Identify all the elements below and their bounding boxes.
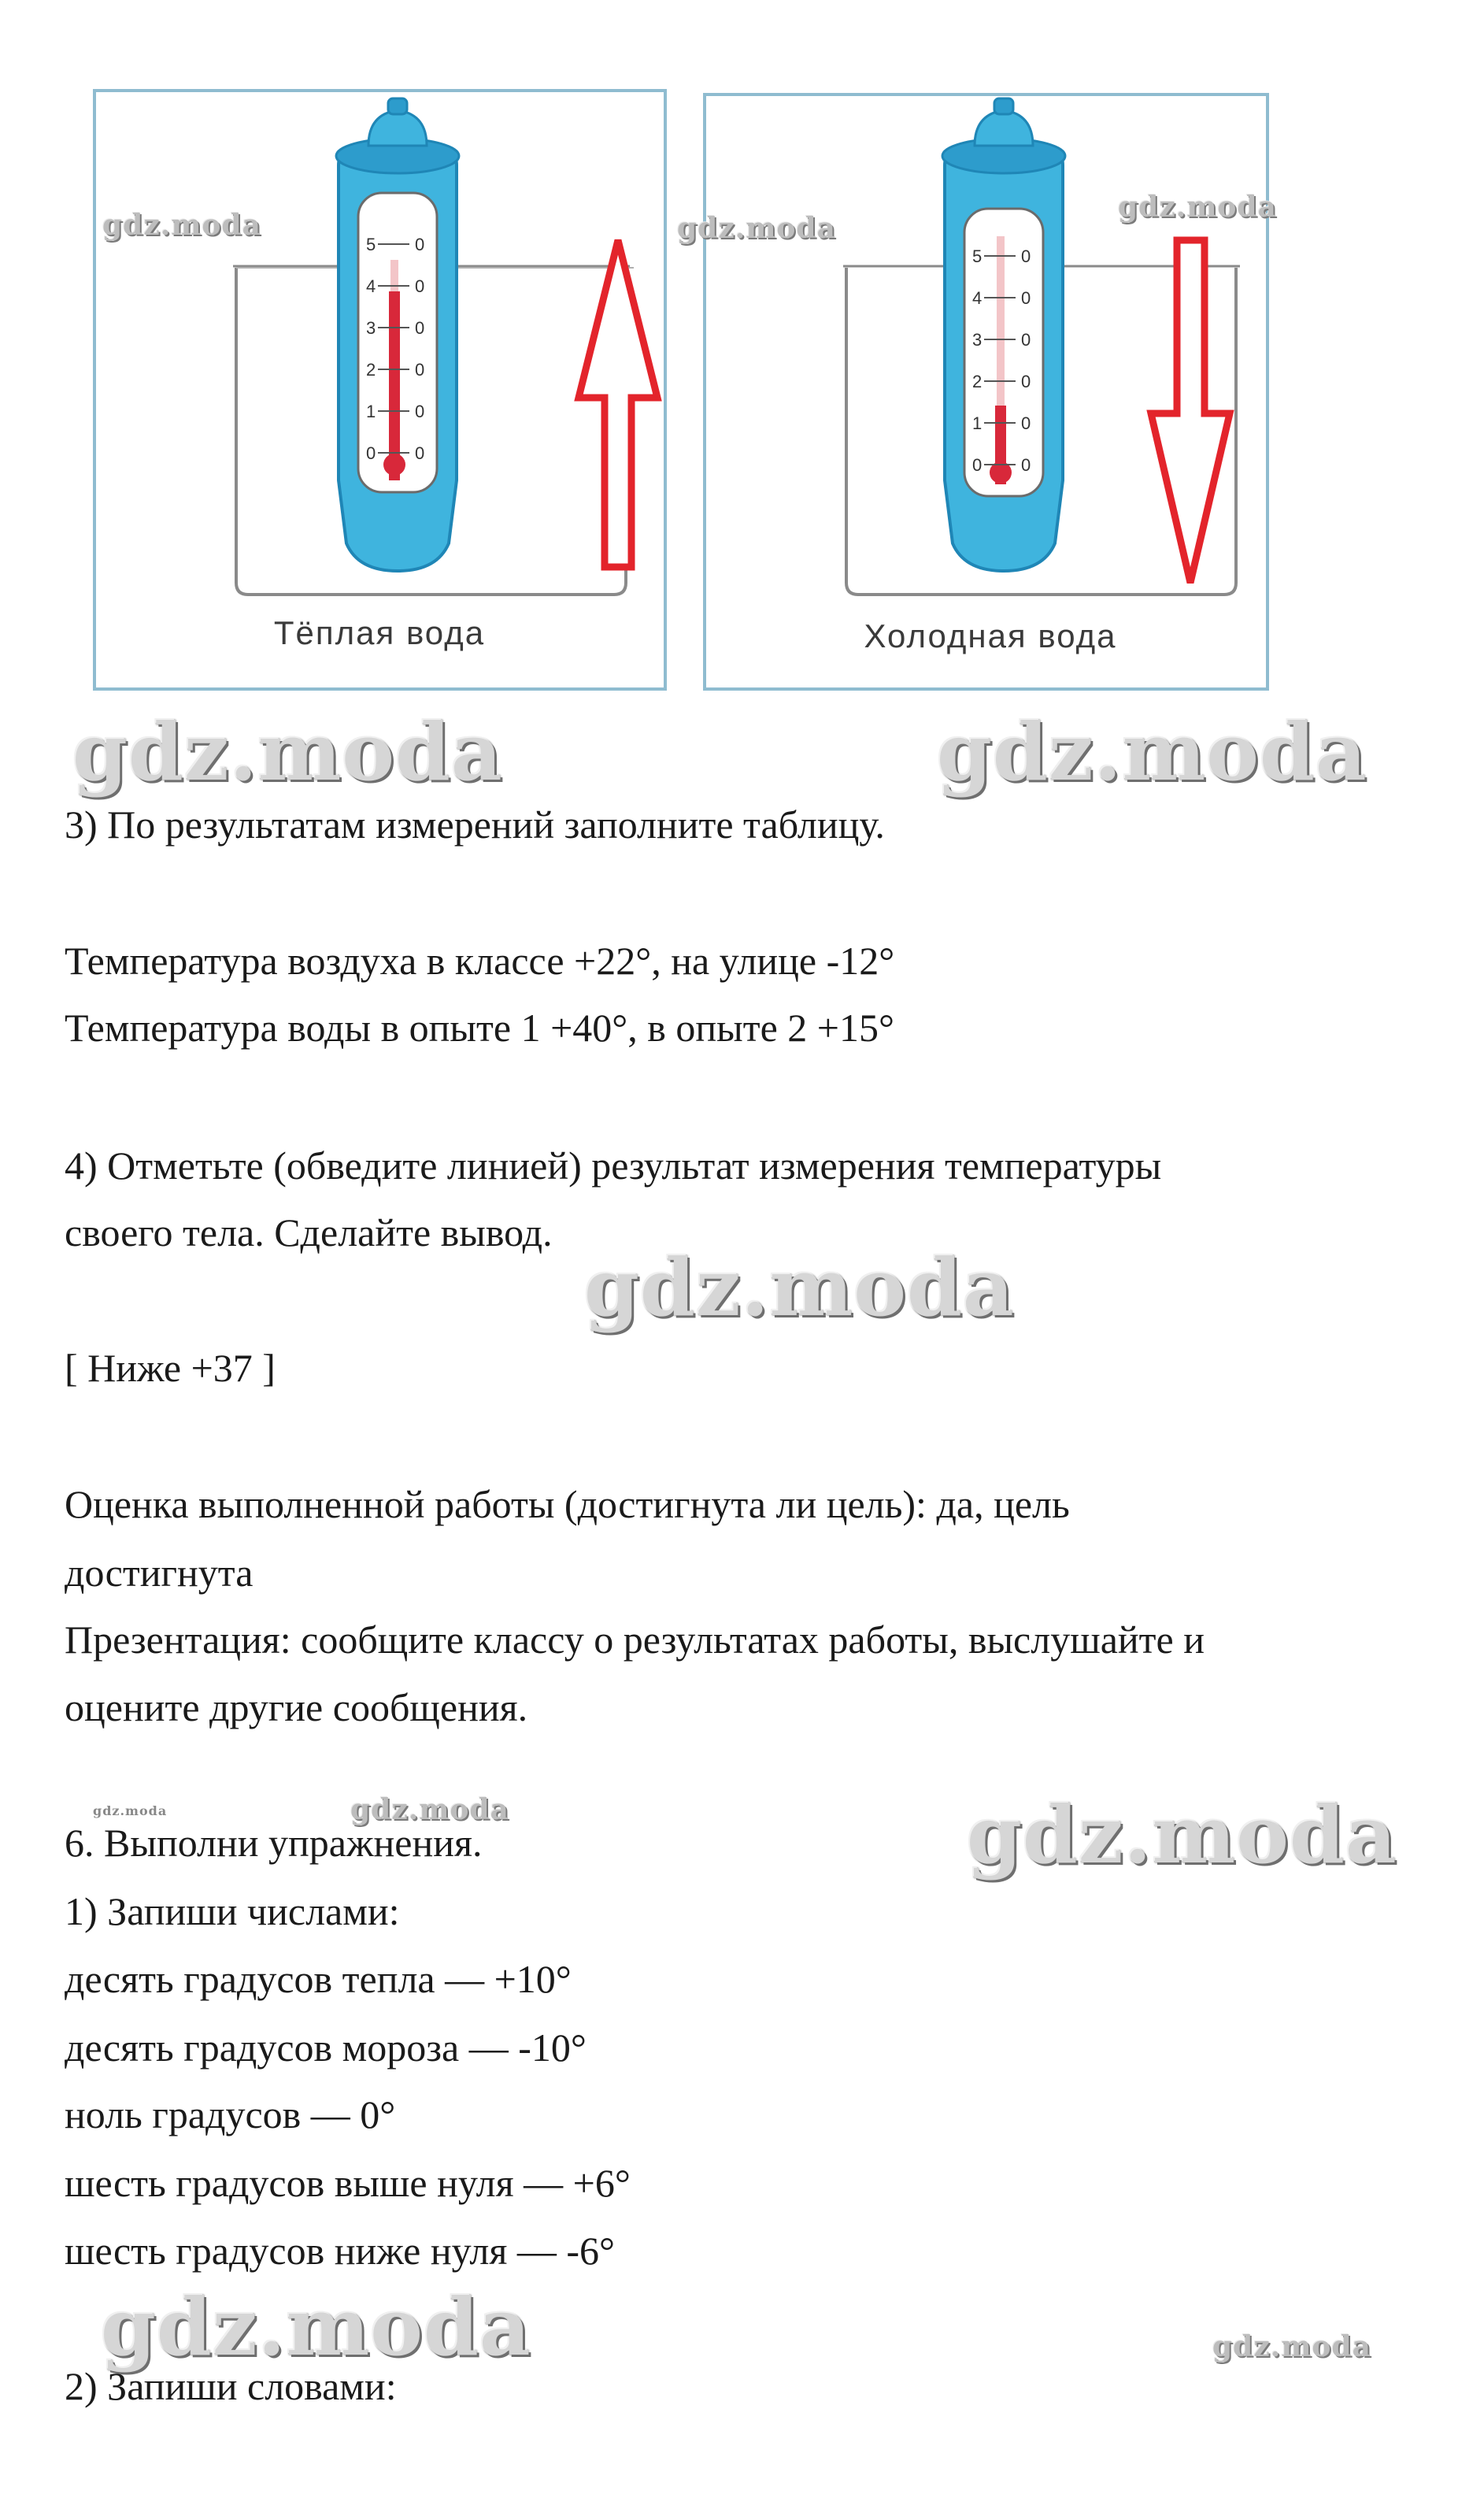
exercise-6-part-2: 2) Запиши словами: bbox=[65, 2364, 397, 2408]
watermark: gdz.moda bbox=[72, 706, 503, 799]
scale-tick: 0 bbox=[415, 443, 425, 463]
task-4-heading-cont: своего тела. Сделайте вывод. bbox=[65, 1210, 553, 1254]
watermark: gdz.moda bbox=[1118, 191, 1277, 224]
task-4-answer: [ Ниже +37 ] bbox=[65, 1346, 276, 1390]
water-temperature-line: Температура воды в опыте 1 +40°, в опыте 2 +15° bbox=[65, 1006, 894, 1050]
scale-tick: 0 bbox=[366, 443, 376, 463]
exercise-6-part-1: 1) Запиши числами: bbox=[65, 1889, 400, 1933]
thermometer-cold bbox=[942, 98, 1065, 571]
answer-line: ноль градусов — 0° bbox=[65, 2092, 396, 2136]
task-3-heading: 3) По результатам измерений заполните таблицу. bbox=[65, 802, 885, 847]
presentation-line-cont: оцените другие сообщения. bbox=[65, 1685, 528, 1729]
scale-tick: 0 bbox=[415, 235, 425, 254]
scale-tick: 0 bbox=[1021, 330, 1031, 350]
presentation-line: Презентация: сообщите классу о результатах работы, выслушайте и bbox=[65, 1618, 1205, 1662]
exercise-6-heading: 6. Выполни упражнения. bbox=[65, 1821, 483, 1865]
scale-tick: 0 bbox=[1021, 246, 1031, 266]
watermark: gdz.moda bbox=[584, 1241, 1015, 1334]
answer-line: десять градусов тепла — +10° bbox=[65, 1957, 572, 2001]
scale-tick: 3 bbox=[972, 330, 983, 350]
scale-tick: 2 bbox=[972, 372, 983, 391]
scale-tick: 4 bbox=[366, 276, 376, 296]
scale-tick: 1 bbox=[366, 402, 376, 421]
answer-line: шесть градусов ниже нуля — -6° bbox=[65, 2229, 615, 2273]
scale-tick: 0 bbox=[1021, 413, 1031, 433]
scale-tick: 0 bbox=[1021, 372, 1031, 391]
watermark: gdz.moda bbox=[350, 1793, 509, 1826]
scale-tick: 0 bbox=[415, 402, 425, 421]
warm-water-panel bbox=[94, 91, 665, 689]
thermometer-figure bbox=[0, 0, 1484, 709]
scale-tick: 0 bbox=[972, 455, 983, 475]
watermark: gdz.moda bbox=[937, 706, 1367, 799]
watermark: gdz.moda bbox=[677, 212, 836, 245]
watermark: gdz.moda bbox=[101, 2281, 531, 2374]
air-temperature-line: Температура воздуха в классе +22°, на улице -12° bbox=[65, 939, 895, 983]
watermark: gdz.moda bbox=[102, 209, 261, 242]
cold-water-caption: Холодная вода bbox=[864, 617, 1117, 654]
answer-line: шесть градусов выше нуля — +6° bbox=[65, 2161, 631, 2205]
watermark: gdz.moda bbox=[967, 1788, 1397, 1881]
scale-tick: 4 bbox=[972, 288, 983, 308]
scale-tick: 2 bbox=[366, 360, 376, 380]
cold-water-panel bbox=[705, 94, 1268, 689]
thermometer-warm bbox=[336, 98, 459, 571]
watermark: gdz.moda bbox=[93, 1803, 168, 1818]
scale-tick: 0 bbox=[1021, 455, 1031, 475]
scale-tick: 0 bbox=[415, 318, 425, 338]
scale-tick: 1 bbox=[972, 413, 983, 433]
scale-tick: 5 bbox=[366, 235, 376, 254]
warm-water-caption: Тёплая вода bbox=[273, 614, 486, 651]
scale-tick: 0 bbox=[1021, 288, 1031, 308]
scale-tick: 0 bbox=[415, 276, 425, 296]
scale-tick: 3 bbox=[366, 318, 376, 338]
scale-tick: 0 bbox=[415, 360, 425, 380]
evaluation-line: Оценка выполненной работы (достигнута ли цель): да, цель bbox=[65, 1482, 1070, 1526]
answer-line: десять градусов мороза — -10° bbox=[65, 2025, 587, 2070]
task-4-heading: 4) Отметьте (обведите линией) результат измерения температуры bbox=[65, 1143, 1162, 1188]
evaluation-line-cont: достигнута bbox=[65, 1551, 254, 1595]
scale-tick: 5 bbox=[972, 246, 983, 266]
watermark: gdz.moda bbox=[1212, 2330, 1371, 2363]
